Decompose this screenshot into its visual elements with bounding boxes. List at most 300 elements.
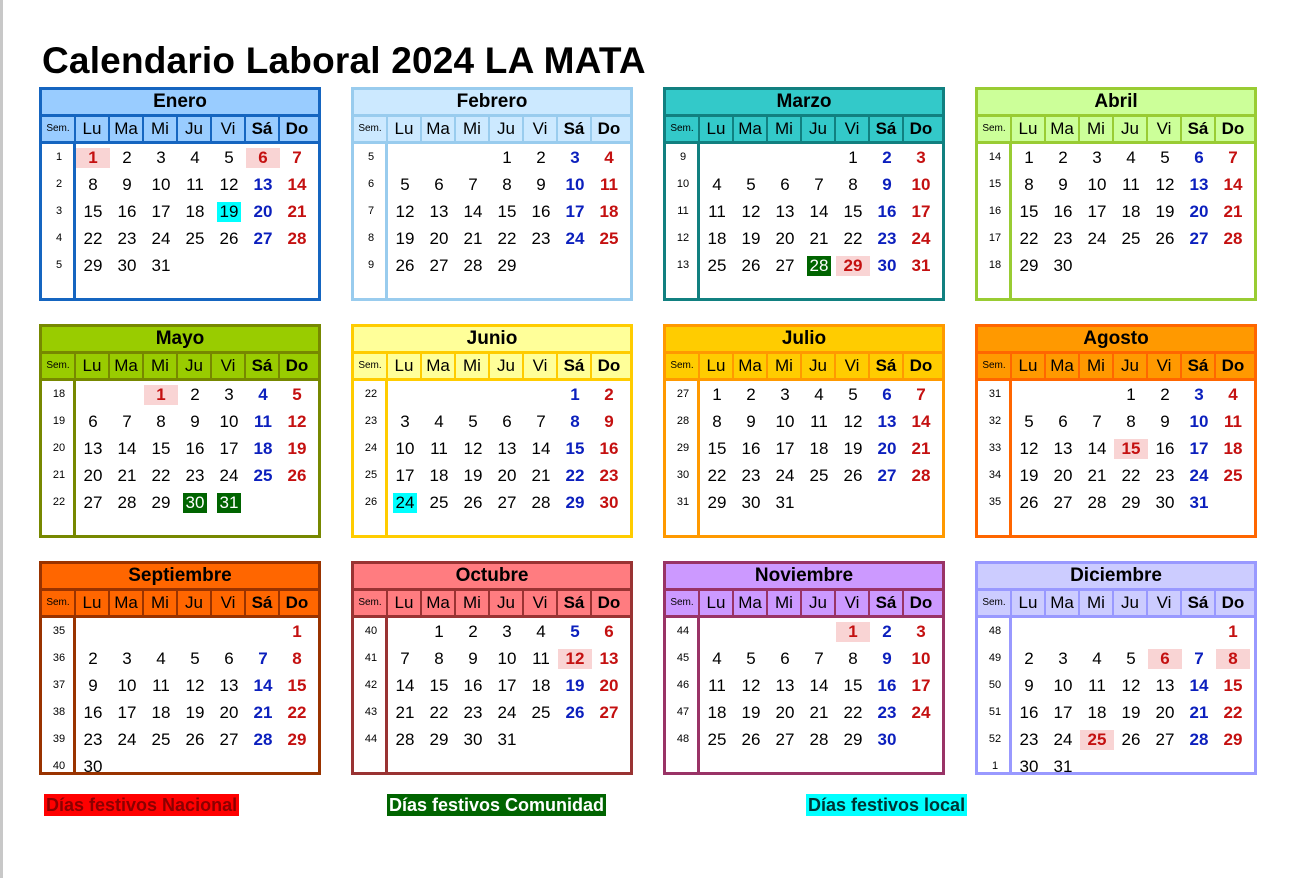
week-number: 1 <box>991 760 999 772</box>
day-cell: 18 <box>1087 703 1107 722</box>
day-cell: 2 <box>882 148 892 167</box>
day-cell: 10 <box>911 175 931 194</box>
day-cell: 13 <box>877 412 897 431</box>
day-cell: 6 <box>604 622 614 641</box>
day-cell: 14 <box>809 202 829 221</box>
day-cell: 16 <box>877 676 897 695</box>
weekday-header: Lu <box>700 117 734 141</box>
day-cell: 29 <box>151 493 171 512</box>
day-cell: 18 <box>429 466 449 485</box>
empty-cell <box>178 252 212 279</box>
day-cell: 17 <box>1189 439 1209 458</box>
empty-cell <box>246 618 280 645</box>
week-number: 5 <box>367 151 375 163</box>
week-number: 12 <box>676 232 690 244</box>
day-cell: 12 <box>219 175 239 194</box>
weekday-header: Lu <box>76 354 110 378</box>
day-cell: 5 <box>1024 412 1034 431</box>
day-cell: 4 <box>190 148 200 167</box>
day-cell: 18 <box>599 202 619 221</box>
day-cell: 25 <box>531 703 551 722</box>
week-number: 48 <box>988 625 1002 637</box>
week-row <box>42 726 318 753</box>
day-cell: 10 <box>117 676 137 695</box>
weekday-header: Ju <box>490 591 524 615</box>
week-number: 44 <box>364 733 378 745</box>
weekday-header: Sá <box>1182 354 1216 378</box>
day-cell: 10 <box>1053 676 1073 695</box>
day-cell: 30 <box>463 730 483 749</box>
empty-cell <box>76 381 110 408</box>
week-row <box>666 489 942 516</box>
day-cell: 9 <box>88 676 98 695</box>
month-julio <box>663 324 945 538</box>
week-number: 14 <box>988 151 1002 163</box>
day-cell: 3 <box>1058 649 1068 668</box>
day-cell: 4 <box>604 148 614 167</box>
day-cell: 19 <box>1155 202 1175 221</box>
day-cell: 22 <box>565 466 585 485</box>
day-cell: 5 <box>400 175 410 194</box>
weekday-header: Lu <box>700 591 734 615</box>
month-title: Marzo <box>666 90 942 117</box>
empty-cell <box>280 252 314 279</box>
week-row <box>354 435 630 462</box>
weekday-header: Ju <box>490 354 524 378</box>
day-cell: 4 <box>1092 649 1102 668</box>
weekday-header: Vi <box>836 354 870 378</box>
month-title: Febrero <box>354 90 630 117</box>
day-cell: 23 <box>741 466 761 485</box>
month-enero <box>39 87 321 301</box>
day-cell: 30 <box>178 489 212 516</box>
week-row <box>978 435 1254 462</box>
day-cell: 20 <box>877 439 897 458</box>
day-cell: 28 <box>1189 730 1209 749</box>
empty-cell <box>1012 618 1046 645</box>
day-cell: 29 <box>836 252 870 279</box>
day-cell: 7 <box>1092 412 1102 431</box>
week-number: 13 <box>676 259 690 271</box>
day-cell: 17 <box>911 202 931 221</box>
empty-cell <box>178 753 212 780</box>
day-cell: 15 <box>1223 676 1243 695</box>
empty-cell <box>904 726 938 753</box>
day-cell: 27 <box>1155 730 1175 749</box>
weekday-header: Sá <box>558 354 592 378</box>
week-number: 51 <box>988 706 1002 718</box>
day-cell: 26 <box>741 730 761 749</box>
weekday-header: Sá <box>558 117 592 141</box>
day-cell: 15 <box>83 202 103 221</box>
day-cell: 6 <box>882 385 892 404</box>
day-cell: 1 <box>836 618 870 645</box>
day-cell: 12 <box>558 645 592 672</box>
day-cell: 14 <box>531 439 551 458</box>
day-cell: 23 <box>599 466 619 485</box>
day-cell: 4 <box>536 622 546 641</box>
week-row <box>42 408 318 435</box>
week-row <box>354 144 630 171</box>
day-cell: 11 <box>600 175 618 194</box>
day-cell: 10 <box>1087 175 1107 194</box>
day-cell: 24 <box>117 730 137 749</box>
weekday-header: Mi <box>1080 117 1114 141</box>
week-number: 3 <box>55 205 63 217</box>
day-cell: 19 <box>1019 466 1039 485</box>
weekday-header: Ju <box>178 117 212 141</box>
day-cell: 4 <box>156 649 166 668</box>
day-cell: 21 <box>463 229 483 248</box>
week-row <box>354 699 630 726</box>
week-row <box>978 144 1254 171</box>
day-cell: 30 <box>83 757 103 776</box>
day-cell: 16 <box>1155 439 1175 458</box>
day-cell: 17 <box>775 439 795 458</box>
day-cell: 21 <box>253 703 273 722</box>
day-cell: 10 <box>1189 412 1209 431</box>
day-cell: 30 <box>1053 256 1073 275</box>
week-number-header: Sem. <box>666 354 700 378</box>
day-cell: 25 <box>809 466 829 485</box>
week-row <box>666 645 942 672</box>
day-cell: 21 <box>531 466 551 485</box>
day-cell: 3 <box>916 148 926 167</box>
day-cell: 17 <box>565 202 585 221</box>
day-cell: 2 <box>190 385 200 404</box>
day-cell: 25 <box>1121 229 1141 248</box>
weekday-header: Ju <box>1114 117 1148 141</box>
empty-cell <box>246 753 280 780</box>
week-row <box>354 171 630 198</box>
empty-cell <box>524 726 558 753</box>
day-cell: 22 <box>1121 466 1141 485</box>
week-row <box>354 198 630 225</box>
weekday-header: Mi <box>456 354 490 378</box>
week-row <box>42 435 318 462</box>
day-cell: 9 <box>190 412 200 431</box>
day-cell: 17 <box>497 676 517 695</box>
day-cell: 5 <box>746 175 756 194</box>
week-number: 9 <box>679 151 687 163</box>
day-cell: 20 <box>599 676 619 695</box>
day-cell: 10 <box>565 175 585 194</box>
day-cell: 14 <box>117 439 137 458</box>
weekday-header: Vi <box>212 117 246 141</box>
empty-cell <box>1080 618 1114 645</box>
day-cell: 9 <box>468 649 478 668</box>
week-row <box>978 462 1254 489</box>
weekday-header: Ma <box>1046 591 1080 615</box>
day-cell: 1 <box>1228 622 1238 641</box>
empty-cell <box>1148 252 1182 279</box>
weekday-header: Do <box>1221 119 1245 138</box>
day-cell: 2 <box>468 622 478 641</box>
weekday-header: Sá <box>1182 117 1216 141</box>
day-cell: 25 <box>1080 726 1114 753</box>
empty-cell <box>1114 252 1148 279</box>
weekday-header: Do <box>597 593 621 612</box>
day-cell: 3 <box>780 385 790 404</box>
empty-cell <box>1046 381 1080 408</box>
day-cell: 22 <box>707 466 727 485</box>
empty-cell <box>802 618 836 645</box>
empty-cell <box>870 489 904 516</box>
week-row <box>978 618 1254 645</box>
day-cell: 12 <box>741 676 761 695</box>
day-cell: 31 <box>911 256 931 275</box>
day-cell: 22 <box>843 703 863 722</box>
week-row <box>354 726 630 753</box>
day-cell: 7 <box>292 148 302 167</box>
week-number: 46 <box>676 679 690 691</box>
day-cell: 6 <box>246 144 280 171</box>
week-row <box>42 144 318 171</box>
weekday-header: Ju <box>802 591 836 615</box>
week-number: 50 <box>988 679 1002 691</box>
weekday-header: Ma <box>734 591 768 615</box>
day-cell: 19 <box>741 703 761 722</box>
month-febrero <box>351 87 633 301</box>
week-number: 21 <box>52 469 66 481</box>
day-cell: 30 <box>117 256 137 275</box>
day-cell: 13 <box>219 676 239 695</box>
day-cell: 21 <box>911 439 931 458</box>
week-row <box>978 408 1254 435</box>
week-number: 26 <box>364 496 378 508</box>
weekday-header: Ma <box>422 354 456 378</box>
week-row <box>42 462 318 489</box>
day-cell: 8 <box>1216 645 1250 672</box>
left-edge-bar <box>0 0 3 878</box>
week-number: 44 <box>676 625 690 637</box>
month-title: Abril <box>978 90 1254 117</box>
day-cell: 3 <box>224 385 234 404</box>
day-cell: 21 <box>1087 466 1107 485</box>
day-cell: 15 <box>707 439 727 458</box>
weekday-header: Ma <box>1046 117 1080 141</box>
weekday-header: Vi <box>524 354 558 378</box>
week-row <box>666 462 942 489</box>
day-cell: 20 <box>775 229 795 248</box>
week-row <box>978 489 1254 516</box>
weekday-header: Sá <box>246 117 280 141</box>
day-cell: 9 <box>746 412 756 431</box>
empty-cell <box>110 381 144 408</box>
day-cell: 4 <box>1228 385 1238 404</box>
day-cell: 8 <box>156 412 166 431</box>
empty-cell <box>456 144 490 171</box>
weekday-header: Sá <box>246 354 280 378</box>
week-row <box>666 699 942 726</box>
weekday-header: Ma <box>422 591 456 615</box>
day-cell: 8 <box>570 412 580 431</box>
weekday-header: Sá <box>558 591 592 615</box>
empty-cell <box>768 618 802 645</box>
week-number: 17 <box>988 232 1002 244</box>
day-cell: 16 <box>117 202 137 221</box>
week-row <box>666 435 942 462</box>
day-cell: 15 <box>843 676 863 695</box>
week-number: 25 <box>364 469 378 481</box>
day-cell: 18 <box>151 703 171 722</box>
day-cell: 24 <box>1189 466 1209 485</box>
day-cell: 11 <box>532 649 550 668</box>
weekday-header: Do <box>597 119 621 138</box>
week-number: 34 <box>988 469 1002 481</box>
empty-cell <box>490 381 524 408</box>
day-cell: 30 <box>599 493 619 512</box>
day-cell: 26 <box>219 229 239 248</box>
day-cell: 23 <box>531 229 551 248</box>
weekday-header: Vi <box>1148 117 1182 141</box>
day-cell: 2 <box>882 622 892 641</box>
day-cell: 2 <box>122 148 132 167</box>
empty-cell <box>802 489 836 516</box>
day-cell: 28 <box>463 256 483 275</box>
month-junio <box>351 324 633 538</box>
day-cell: 25 <box>599 229 619 248</box>
week-number: 39 <box>52 733 66 745</box>
day-cell: 31 <box>1053 757 1073 776</box>
week-row <box>354 408 630 435</box>
day-cell: 6 <box>88 412 98 431</box>
week-number: 18 <box>52 388 66 400</box>
day-cell: 19 <box>463 466 483 485</box>
day-cell: 14 <box>1223 175 1243 194</box>
week-row <box>42 699 318 726</box>
week-number: 10 <box>676 178 690 190</box>
day-cell: 6 <box>502 412 512 431</box>
week-row <box>666 381 942 408</box>
day-cell: 27 <box>775 256 795 275</box>
day-cell: 1 <box>502 148 512 167</box>
day-cell: 14 <box>463 202 483 221</box>
month-title: Mayo <box>42 327 318 354</box>
weekday-header: Lu <box>700 354 734 378</box>
day-cell: 22 <box>429 703 449 722</box>
day-cell: 10 <box>775 412 795 431</box>
week-number: 16 <box>988 205 1002 217</box>
day-cell: 16 <box>185 439 205 458</box>
day-cell: 23 <box>1019 730 1039 749</box>
week-number: 18 <box>988 259 1002 271</box>
day-cell: 19 <box>1121 703 1141 722</box>
weekday-header: Ma <box>110 117 144 141</box>
week-number: 48 <box>676 733 690 745</box>
week-row <box>354 225 630 252</box>
empty-cell <box>422 144 456 171</box>
day-cell: 9 <box>122 175 132 194</box>
day-cell: 27 <box>83 493 103 512</box>
day-cell: 12 <box>185 676 205 695</box>
week-row <box>978 753 1254 780</box>
day-cell: 11 <box>254 412 272 431</box>
day-cell: 8 <box>848 649 858 668</box>
day-cell: 18 <box>1223 439 1243 458</box>
week-row <box>42 198 318 225</box>
month-agosto <box>975 324 1257 538</box>
day-cell: 16 <box>83 703 103 722</box>
week-number: 47 <box>676 706 690 718</box>
day-cell: 9 <box>1160 412 1170 431</box>
week-number: 31 <box>676 496 690 508</box>
day-cell: 20 <box>1189 202 1209 221</box>
day-cell: 18 <box>707 229 727 248</box>
week-number: 45 <box>676 652 690 664</box>
day-cell: 20 <box>83 466 103 485</box>
day-cell: 3 <box>122 649 132 668</box>
day-cell: 11 <box>430 439 448 458</box>
day-cell: 29 <box>565 493 585 512</box>
day-cell: 2 <box>604 385 614 404</box>
day-cell: 16 <box>463 676 483 695</box>
empty-cell <box>592 252 626 279</box>
day-cell: 28 <box>802 252 836 279</box>
day-cell: 9 <box>604 412 614 431</box>
day-cell: 26 <box>565 703 585 722</box>
empty-cell <box>1216 252 1250 279</box>
day-cell: 10 <box>219 412 239 431</box>
day-cell: 19 <box>185 703 205 722</box>
day-cell: 23 <box>877 703 897 722</box>
day-cell: 25 <box>151 730 171 749</box>
week-row <box>666 144 942 171</box>
day-cell: 24 <box>151 229 171 248</box>
day-cell: 11 <box>810 412 828 431</box>
week-row <box>666 252 942 279</box>
day-cell: 20 <box>219 703 239 722</box>
week-number: 23 <box>364 415 378 427</box>
weekday-header: Lu <box>1012 117 1046 141</box>
day-cell: 13 <box>83 439 103 458</box>
day-cell: 19 <box>287 439 307 458</box>
week-number: 36 <box>52 652 66 664</box>
day-cell: 16 <box>531 202 551 221</box>
day-cell: 13 <box>253 175 273 194</box>
empty-cell <box>558 252 592 279</box>
weekday-header: Vi <box>1148 354 1182 378</box>
week-number: 35 <box>988 496 1002 508</box>
day-cell: 14 <box>1189 676 1209 695</box>
day-cell: 27 <box>775 730 795 749</box>
empty-cell <box>110 618 144 645</box>
month-abril <box>975 87 1257 301</box>
week-row <box>978 252 1254 279</box>
month-title: Septiembre <box>42 564 318 591</box>
day-cell: 1 <box>712 385 722 404</box>
day-cell: 21 <box>809 703 829 722</box>
day-cell: 5 <box>746 649 756 668</box>
week-number: 33 <box>988 442 1002 454</box>
empty-cell <box>388 144 422 171</box>
empty-cell <box>388 618 422 645</box>
day-cell: 11 <box>708 676 726 695</box>
week-number: 20 <box>52 442 66 454</box>
weekday-header: Mi <box>1080 591 1114 615</box>
day-cell: 29 <box>707 493 727 512</box>
weekday-header: Do <box>597 356 621 375</box>
day-cell: 12 <box>395 202 415 221</box>
day-cell: 7 <box>814 649 824 668</box>
week-number: 4 <box>55 232 63 244</box>
weekday-header: Lu <box>388 354 422 378</box>
day-cell: 18 <box>809 439 829 458</box>
week-number: 42 <box>364 679 378 691</box>
day-cell: 17 <box>395 466 415 485</box>
empty-cell <box>768 144 802 171</box>
day-cell: 26 <box>1121 730 1141 749</box>
